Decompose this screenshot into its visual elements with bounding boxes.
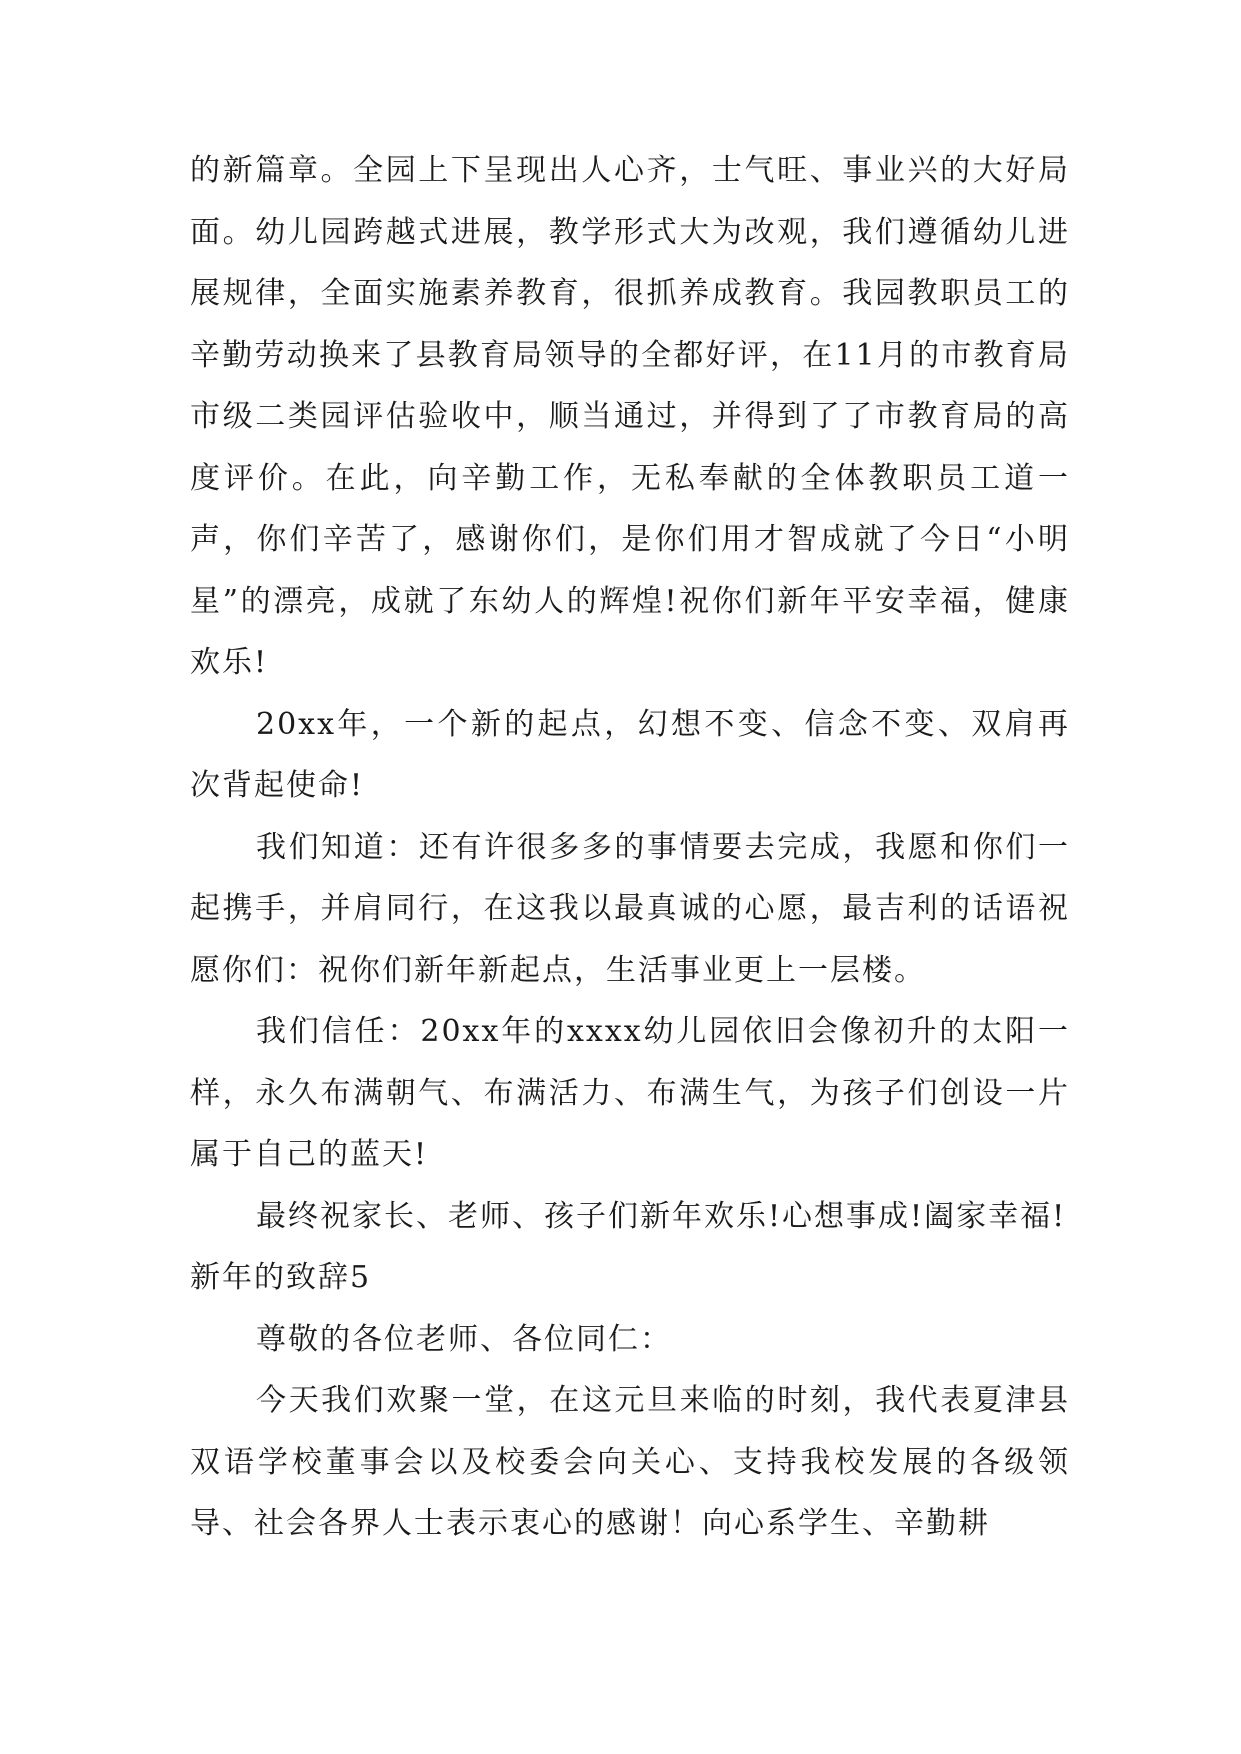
paragraph-5: 最终祝家长、老师、孩子们新年欢乐!心想事成!阖家幸福! [256,1198,1067,1234]
section-title: 新年的致辞5 [190,1260,372,1295]
salutation-paragraph: 尊敬的各位老师、各位同仁： [256,1321,672,1357]
paragraph-2: 20xx年，一个新的起点，幻想不变、信念不变、双肩再次背起使命! [190,706,1070,803]
document-body [190,140,1070,1555]
paragraph-4: 我们信任：20xx年的xxxx幼儿园依旧会像初升的太阳一样，永久布满朝气、布满活力、布满生气，为孩子们创设一片属于自己的蓝天! [190,1014,1070,1172]
speech-paragraph: 今天我们欢聚一堂，在这元旦来临的时刻，我代表夏津县双语学校董事会以及校委会向关心、支持我校发展的各级领导、社会各界人士表示衷心的感谢！向心系学生、辛勤耕 [190,1383,1070,1541]
paragraph-1: 的新篇章。全园上下呈现出人心齐，士气旺、事业兴的大好局面。幼儿园跨越式进展，教学形式大为改观，我们遵循幼儿进展规律，全面实施素养教育，很抓养成教育。我园教职员工的辛勤劳动换来了县教育局领导的全都好评，在11月的市教育局市级二类园评估验收中，顺当通过，并得到了了市教育局的高度评价。在此，向辛勤工作，无私奉献的全体教职员工道一声，你们辛苦了，感谢你们，是你们用才智成就了今日“小明星”的漂亮，成就了东幼人的辉煌!祝你们新年平安幸福，健康欢乐! [190,153,1070,680]
paragraph-3: 我们知道：还有许很多多的事情要去完成，我愿和你们一起携手，并肩同行，在这我以最真诚的心愿，最吉利的话语祝愿你们：祝你们新年新起点，生活事业更上一层楼。 [190,829,1070,988]
